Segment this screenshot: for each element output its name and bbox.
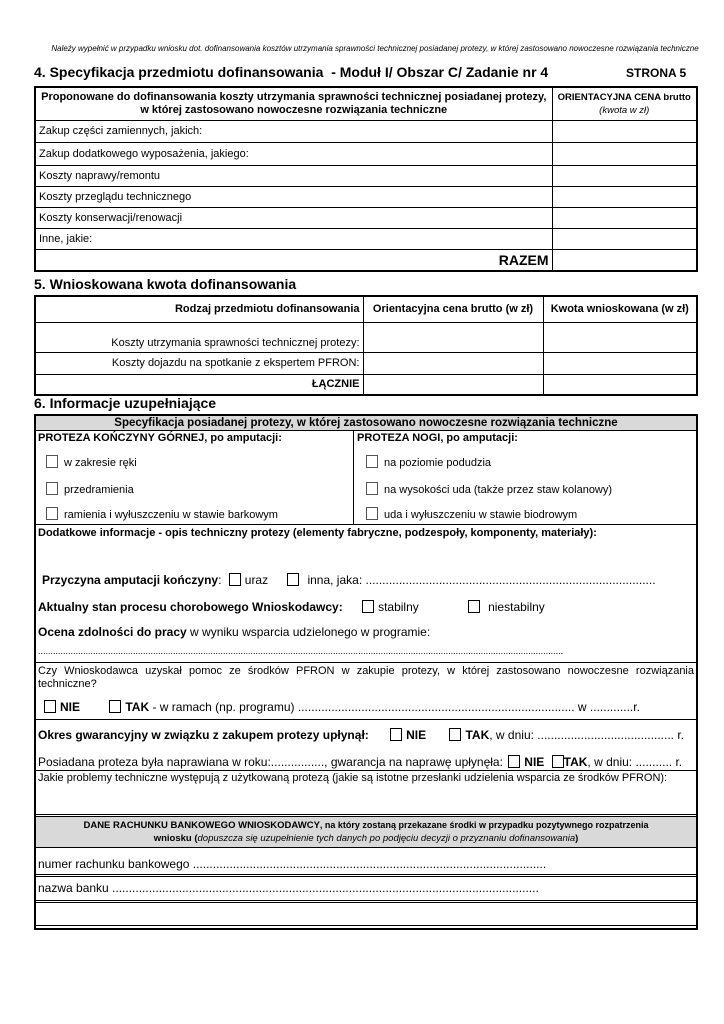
technical-problems-label: Jakie problemy techniczne występują z użytkowaną protezą (jakie są istotne przesłanki udzielenia wsparcia ze środków PFRON):	[38, 772, 668, 784]
additional-info-label: Dodatkowe informacje - opis techniczny protezy (elementy fabryczne, podzespoły, komponenty, materiały):	[38, 527, 597, 539]
checkbox-icon[interactable]	[552, 755, 564, 768]
maintenance-price-input[interactable]	[363, 322, 543, 352]
checkbox-icon[interactable]	[287, 573, 299, 586]
divider	[36, 925, 696, 926]
amputation-cause-row: Przyczyna amputacji kończyny: uraz inna, jaka: .......................................................................................	[42, 573, 656, 587]
spec-col-header: Proponowane do dofinansowania koszty utrzymania sprawności technicznej posiadanej protezy, w której zastosowano nowoczesne rozwiązania techniczne	[35, 87, 552, 120]
checkbox-icon[interactable]	[366, 507, 378, 520]
cost-row-label: Koszty naprawy/remontu	[35, 165, 552, 186]
cost-row-label: Zakup dodatkowego wyposażenia, jakiego:	[35, 142, 552, 165]
sum-label: ŁĄCZNIE	[35, 374, 363, 395]
cost-input[interactable]	[552, 165, 697, 186]
divider	[36, 719, 696, 720]
divider	[36, 662, 696, 663]
checkbox-icon[interactable]	[366, 455, 378, 468]
checkbox-icon[interactable]	[390, 728, 402, 741]
cost-input[interactable]	[552, 142, 697, 165]
cost-row-label: Koszty przeglądu technicznego	[35, 186, 552, 207]
checkbox-icon[interactable]	[46, 455, 58, 468]
section-6-title: 6. Informacje uzupełniające	[34, 395, 217, 411]
divider	[36, 770, 696, 771]
checkbox-icon[interactable]	[449, 728, 461, 741]
upper-option-hand[interactable]: w zakresie ręki	[46, 455, 137, 469]
disease-state-row: Aktualny stan procesu chorobowego Wnioskodawcy: stabilny niestabilny	[38, 600, 545, 614]
cost-row-label: Inne, jakie:	[35, 228, 552, 249]
page-number: STRONA 5	[626, 66, 687, 80]
cost-input[interactable]	[552, 228, 697, 249]
section-4-title: 4. Specyfikacja przedmiotu dofinansowania - Moduł I/ Obszar C/ Zadanie nr 4	[34, 64, 549, 80]
price-col-header: ORIENTACYJNA CENA brutto (kwota w zł)	[552, 87, 697, 120]
cost-row-label: Koszty konserwacji/renowacji	[35, 207, 552, 228]
specification-table	[34, 86, 698, 272]
spec-header: Specyfikacja posiadanej protezy, w której zastosowano nowoczesne rozwiązania techniczne	[36, 416, 696, 431]
work-ability-row: Ocena zdolności do pracy w wyniku wsparcia udzielonego w programie:	[38, 625, 431, 639]
warranty-row: Okres gwarancyjny w związku z zakupem protezy upłynął: NIE TAK, w dniu: ......................................... r.	[38, 728, 684, 742]
divider	[36, 847, 696, 848]
sum-amount-input[interactable]	[543, 374, 697, 395]
checkbox-icon[interactable]	[109, 700, 121, 713]
upper-option-forearm[interactable]: przedramienia	[46, 482, 134, 496]
maintenance-cost-label: Koszty utrzymania sprawności technicznej protezy:	[35, 322, 363, 352]
upper-option-arm[interactable]: ramienia i wyłuszczeniu w stawie barkowym	[46, 507, 278, 521]
checkbox-icon[interactable]	[366, 482, 378, 495]
requested-amount-table	[34, 295, 698, 396]
type-header: Rodzaj przedmiotu dofinansowania	[35, 296, 363, 322]
total-label: RAZEM	[35, 249, 552, 271]
repair-row: Posiadana proteza była naprawiana w roku:................, gwarancja na naprawę upłynęła: NIE TAK, w dniu: ........... r.	[38, 755, 683, 769]
upper-limb-header: PROTEZA KOŃCZYNY GÓRNEJ, po amputacji:	[38, 432, 282, 444]
bank-name-field[interactable]: nazwa banku ................................................................................................................................	[38, 881, 539, 895]
checkbox-icon[interactable]	[508, 755, 520, 768]
checkbox-icon[interactable]	[229, 573, 241, 586]
cost-input[interactable]	[552, 207, 697, 228]
amount-header: Kwota wnioskowana (w zł)	[543, 296, 697, 322]
column-divider	[353, 431, 354, 524]
account-number-field[interactable]: numer rachunku bankowego ..........................................................................................................	[38, 857, 547, 871]
pfron-question: Czy Wnioskodawca uzyskał pomoc ze środków PFRON w zakupie protezy, w której zastosowano nowoczesne rozwiązania techniczne?	[38, 665, 694, 690]
maintenance-amount-input[interactable]	[543, 322, 697, 352]
lower-option-hip[interactable]: uda i wyłuszczeniu w stawie biodrowym	[366, 507, 577, 521]
total-input[interactable]	[552, 249, 697, 271]
cost-row-label: Zakup części zamiennych, jakich:	[35, 120, 552, 142]
divider	[36, 524, 696, 525]
checkbox-icon[interactable]	[44, 700, 56, 713]
double-divider	[36, 874, 696, 877]
lower-option-shin[interactable]: na poziomie podudzia	[366, 455, 491, 469]
instruction-note: Należy wypełnić w przypadku wniosku dot. dofinansowania kosztów utrzymania sprawności technicznej posiadanej protezy, w której zastosowano nowoczesne rozwiązania techniczne	[51, 44, 699, 53]
dotted-fill-line[interactable]: ..................................................................................................................................................................................................................	[38, 646, 564, 656]
sum-price-input[interactable]	[363, 374, 543, 395]
section-5-title: 5. Wnioskowana kwota dofinansowania	[34, 276, 297, 292]
checkbox-icon[interactable]	[46, 482, 58, 495]
module-label: - Moduł I/ Obszar C/ Zadanie nr 4	[331, 64, 549, 80]
checkbox-icon[interactable]	[468, 600, 480, 613]
checkbox-icon[interactable]	[362, 600, 374, 613]
travel-amount-input[interactable]	[543, 352, 697, 374]
double-divider	[36, 900, 696, 903]
cost-input[interactable]	[552, 120, 697, 142]
bank-header: DANE RACHUNKU BANKOWEGO WNIOSKODAWCY, na który zostaną przekazane środki w przypadku pozytywnego rozpatrzenia wniosku (dopuszcza się uzupełnienie tych danych po podjęciu decyzji o przyznaniu dofinansowania)	[36, 817, 696, 847]
price-header: Orientacyjna cena brutto (w zł)	[363, 296, 543, 322]
pfron-answer-row: NIE TAK - w ramach (np. programu) ................................................................................... w .............r.	[44, 700, 640, 714]
travel-price-input[interactable]	[363, 352, 543, 374]
checkbox-icon[interactable]	[46, 507, 58, 520]
travel-cost-label: Koszty dojazdu na spotkanie z ekspertem PFRON:	[35, 352, 363, 374]
lower-limb-header: PROTEZA NOGI, po amputacji:	[357, 432, 518, 444]
lower-option-thigh[interactable]: na wysokości uda (także przez staw kolanowy)	[366, 482, 612, 496]
cost-input[interactable]	[552, 186, 697, 207]
